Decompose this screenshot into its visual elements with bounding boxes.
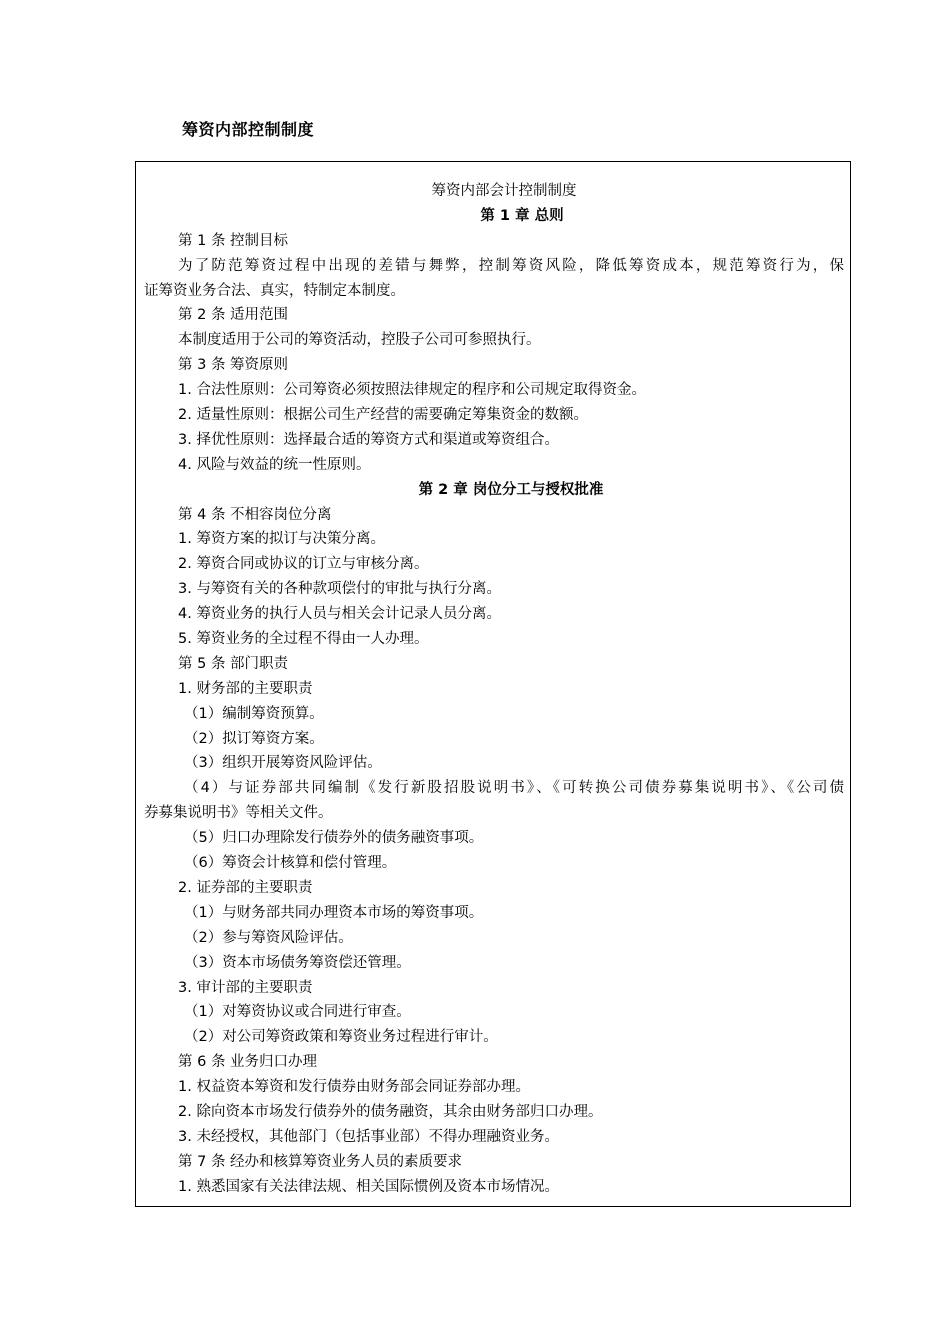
chapter-heading: 第 1 章 总则: [480, 207, 564, 224]
document-line: 2. 筹资合同或协议的订立与审核分离。: [178, 556, 429, 573]
document-line: 3. 未经授权，其他部门（包括事业部）不得办理融资业务。: [178, 1128, 559, 1145]
document-line: （1）编制筹资预算。: [184, 705, 324, 722]
document-line: 2. 除向资本市场发行债券外的债务融资，其余由财务部归口办理。: [178, 1103, 603, 1120]
document-content: [144, 179, 844, 1200]
document-line: （4）与证券部共同编制《发行新股招股说明书》、《可转换公司债券募集说明书》、《公司债: [184, 780, 844, 797]
document-line: 为了防范筹资过程中出现的差错与舞弊，控制筹资风险，降低筹资成本，规范筹资行为，保: [178, 257, 844, 274]
document-line: 1. 合法性原则：公司筹资必须按照法律规定的程序和公司规定取得资金。: [178, 382, 646, 399]
document-line: 2. 证券部的主要职责: [178, 879, 313, 896]
document-line: 3. 审计部的主要职责: [178, 979, 313, 996]
document-line: 1. 财务部的主要职责: [178, 680, 313, 697]
document-line: 证筹资业务合法、真实，特制定本制度。: [144, 282, 405, 299]
document-title: 筹资内部会计控制制度: [431, 183, 577, 199]
document-line: 第 7 条 经办和核算筹资业务人员的素质要求: [178, 1153, 463, 1170]
document-line: （2）参与筹资风险评估。: [184, 929, 353, 946]
document-line: 本制度适用于公司的筹资活动，控股子公司可参照执行。: [178, 332, 541, 349]
document-line: 第 5 条 部门职责: [178, 655, 289, 672]
document-line: 第 1 条 控制目标: [178, 232, 289, 249]
document-line: （1）与财务部共同办理资本市场的筹资事项。: [184, 904, 484, 921]
document-line: 1. 筹资方案的拟订与决策分离。: [178, 531, 385, 548]
document-line: （3）组织开展筹资风险评估。: [184, 755, 382, 772]
document-line: （2）对公司筹资政策和筹资业务过程进行审计。: [184, 1029, 498, 1046]
document-line: 1. 熟悉国家有关法律法规、相关国际惯例及资本市场情况。: [178, 1178, 559, 1195]
document-line: （3）资本市场债务筹资偿还管理。: [184, 954, 411, 971]
document-line: 第 2 条 适用范围: [178, 307, 289, 324]
document-line: （5）归口办理除发行债券外的债务融资事项。: [184, 830, 484, 847]
document-line: 第 6 条 业务归口办理: [178, 1054, 318, 1071]
document-line: 第 3 条 筹资原则: [178, 357, 289, 374]
document-line: （1）对筹资协议或合同进行审查。: [184, 1004, 411, 1021]
page-title: 筹资内部控制制度: [182, 120, 315, 139]
document-line: 4. 筹资业务的执行人员与相关会计记录人员分离。: [178, 606, 501, 623]
document-body: [144, 204, 844, 1200]
document-line: 5. 筹资业务的全过程不得由一人办理。: [178, 631, 429, 648]
document-line: 2. 适量性原则：根据公司生产经营的需要确定筹集资金的数额。: [178, 407, 588, 424]
document-line: 3. 择优性原则：选择最合适的筹资方式和渠道或筹资组合。: [178, 431, 559, 448]
document-line: （2）拟订筹资方案。: [184, 730, 324, 747]
document-line: 3. 与筹资有关的各种款项偿付的审批与执行分离。: [178, 581, 501, 598]
document-line: 券募集说明书》等相关文件。: [144, 805, 333, 822]
chapter-heading: 第 2 章 岗位分工与授权批准: [418, 481, 604, 498]
document-line: 第 4 条 不相容岗位分离: [178, 506, 332, 523]
document-line: 1. 权益资本筹资和发行债券由财务部会同证券部办理。: [178, 1079, 530, 1096]
document-box: [135, 161, 851, 1207]
document-line: （6）筹资会计核算和偿付管理。: [184, 855, 397, 872]
document-line: 4. 风险与效益的统一性原则。: [178, 456, 371, 473]
